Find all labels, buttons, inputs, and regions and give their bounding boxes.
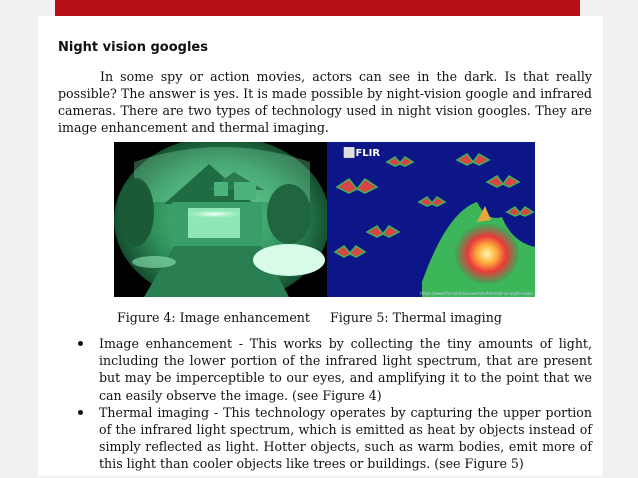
figure-5-caption: Figure 5: Thermal imaging [330, 310, 502, 325]
image-source-url: https://www.flir.com/discover/ots/thermal-vs-night-vision [420, 291, 533, 296]
bullet-icon [78, 341, 83, 346]
bullet-icon [78, 410, 83, 415]
list-item [78, 335, 592, 404]
bullet-text: Image enhancement - This works by collecting the tiny amounts of light, including the lower portion of the infrared light spectrum, that are present but may be imperceptible to our eyes, and amplifying it to the point that we can easily observe the image. (see Figure 4) [99, 336, 592, 403]
figure-4-caption: Figure 4: Image enhancement [117, 310, 310, 325]
document-page [38, 16, 603, 476]
flir-logo: ⬜FLIR [343, 148, 381, 159]
bullet-list [78, 335, 592, 473]
night-vision-image [114, 142, 327, 297]
list-item [78, 404, 592, 473]
intro-paragraph: In some spy or action movies, actors can see in the dark. Is that really possible? The answer is yes. It is made possible by night-vision google and infrared cameras. There are two types of technology used in night vision googles. They are image enhancement and thermal imaging. [58, 69, 592, 135]
bullet-text: Thermal imaging - This technology operates by capturing the upper portion of the infrared light spectrum, which is emitted as heat by objects instead of simply reflected as light. Hotter objects, such as warm bodies, emit more of this light than cooler objects like trees or buildings. (see Figure 5) [99, 404, 592, 472]
section-heading: Night vision googles [58, 40, 208, 55]
thermal-image [327, 142, 535, 297]
figure-images [114, 142, 535, 297]
top-accent-bar [55, 0, 580, 16]
